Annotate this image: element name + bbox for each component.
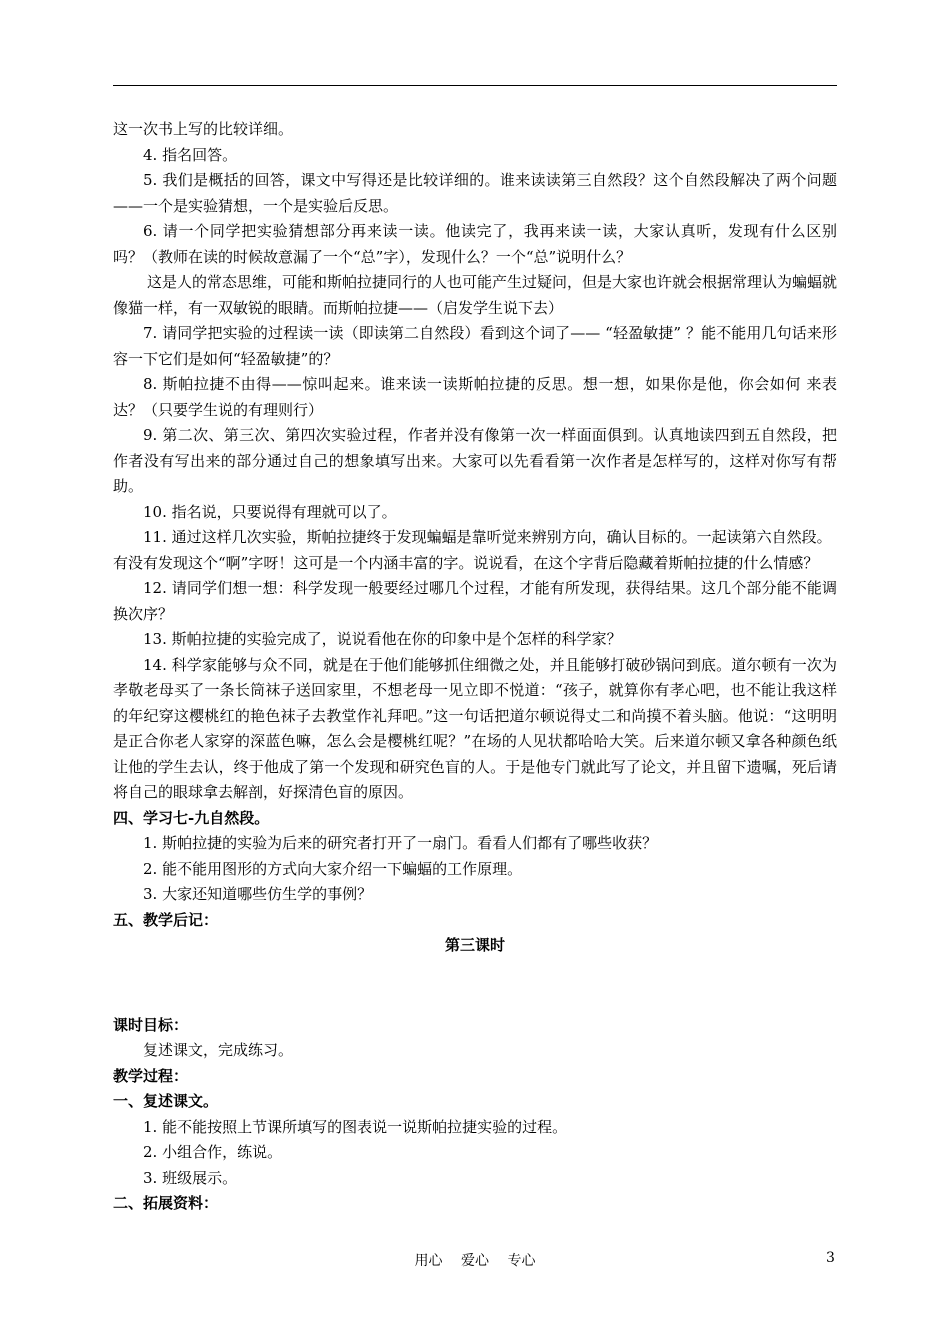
paragraph: 7. 请同学把实验的过程读一读（即读第二自然段）看到这个词了—— “轻盈敏捷” ？能不能用几句话来形容一下它们是如何“轻盈敏捷”的？	[113, 324, 837, 368]
section-heading: 课时目标：	[113, 1015, 189, 1034]
paragraph: 2. 小组合作，练说。	[143, 1143, 283, 1161]
section-title: 第三课时	[444, 936, 505, 954]
paragraph: 8. 斯帕拉捷不由得——惊叫起来。谁来读一读斯帕拉捷的反思。想一想，如果你是他，你会如何 来表达？（只要学生说的有理则行）	[113, 375, 837, 419]
paragraph: 4. 指名回答。	[143, 145, 238, 164]
paragraph: 复述课文，完成练习。	[143, 1041, 294, 1059]
paragraph: 10. 指名说，只要说得有理就可以了。	[143, 502, 397, 521]
paragraph: 14. 科学家能够与众不同，就是在于他们能够抓住细微之处，并且能够打破砂锅问到底。道尔顿有一次为孝敬老母买了一条长筒袜子送回家里，不想老母一见立即不悦道：“孩子，就算你有孝心吧，也不能让我这样的年纪穿这樱桃红的艳色袜子去教堂作礼拜吧。”这一句话把道尔顿说得丈二和尚摸不着头脑。他说：“这明明是正合你老人家穿的深蓝色嘛，怎么会是樱桃红呢？”在场的人见状都哈哈大笑。后来道尔顿又拿各种颜色纸让他的学生去认，终于他成了第一个发现和研究色盲的人。于是他专门就此写了论文，并且留下遗嘱，死后请将自己的眼球拿去解剖，好探清色盲的原因。	[113, 655, 837, 801]
section-heading: 一、复述课文。	[113, 1092, 219, 1110]
section-heading: 教学过程：	[113, 1066, 189, 1085]
paragraph: 11. 通过这样几次实验，斯帕拉捷终于发现蝙蝠是靠听觉来辨别方向，确认目标的。一起读第六自然段。	[143, 528, 832, 546]
paragraph: 3. 班级展示。	[143, 1168, 238, 1187]
page-number: 3	[826, 1250, 835, 1266]
paragraph: 5. 我们是概括的回答，课文中写得还是比较详细的。谁来读读第三自然段？这个自然段解决了两个问题——一个是实验猜想，一个是实验后反思。	[113, 171, 837, 215]
spacer	[113, 974, 837, 998]
paragraph: 这是人的常态思维，可能和斯帕拉捷同行的人也可能产生过疑问，但是大家也许就会根据常理认为蝙蝠就像猫一样，有一双敏锐的眼睛。而斯帕拉捷——（启发学生说下去）	[113, 273, 838, 317]
paragraph: 1. 斯帕拉捷的实验为后来的研究者打开了一扇门。看看人们都有了哪些收获？	[143, 834, 658, 852]
paragraph: 6. 请一个同学把实验猜想部分再来读一读。他读完了，我再来读一读，大家认真听，发现有什么区别吗？（教师在读的时候故意漏了一个“总”字），发现什么？一个“总”说明什么？	[113, 222, 837, 266]
paragraph: 9. 第二次、第三次、第四次实验过程，作者并没有像第一次一样面面俱到。认真地读四到五自然段，把作者没有写出来的部分通过自己的想象填写出来。大家可以先看看第一次作者是怎样写的，这样对你写有帮助。	[113, 426, 837, 495]
section-heading: 四、学习七-九自然段。	[113, 808, 270, 827]
paragraph: 3. 大家还知道哪些仿生学的事例？	[143, 885, 373, 903]
footer-motto: 用心 爱心 专心	[414, 1253, 536, 1269]
paragraph: 这一次书上写的比较详细。	[113, 120, 294, 138]
paragraph: 2. 能不能用图形的方式向大家介绍一下蝙蝠的工作原理。	[143, 859, 523, 878]
section-heading: 二、拓展资料：	[113, 1194, 219, 1212]
paragraph: 1. 能不能按照上节课所填写的图表说一说斯帕拉捷实验的过程。	[143, 1117, 568, 1136]
paragraph: 13. 斯帕拉捷的实验完成了，说说看他在你的印象中是个怎样的科学家？	[143, 630, 622, 648]
document-body	[113, 117, 837, 1217]
paragraph: 有没有发现这个“啊”字呀！这可是一个内涵丰富的字。说说看，在这个字背后隐藏着斯帕拉捷的什么情感？	[113, 553, 819, 572]
header-rule	[113, 85, 837, 86]
section-heading: 五、教学后记：	[113, 910, 219, 929]
paragraph: 12. 请同学们想一想：科学发现一般要经过哪几个过程，才能有所发现，获得结果。这几个部分能不能调换次序？	[113, 579, 837, 623]
